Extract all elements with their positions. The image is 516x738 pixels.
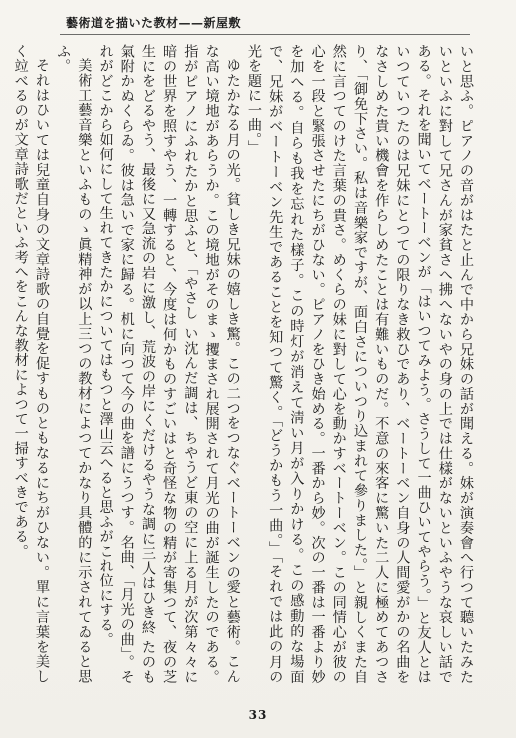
paragraph: ゆたかなる月の光。貧しき兄妹の嬉しき驚。この二つをつなぐベートーベンの愛と藝術。こんな高い境地があらうか。この境地がそのまゝ攫まされ展開されて月光の曲が誕生したのである。指がピアノにふれたかと思ふと、「やさし い沈んだ調は、ちやうど東の空に上る月が次第々々に暗の世界を照すやう、一轉すると、今度は何かものすごいはと奇怪な物の精が寄集つて、夜の芝生にをどるやう、最後に又急流の岩に激し、荒波の岸にくだけるやうな調に三人はひき終 たのも氣附かぬくらゐ。彼は急いで家に歸る。机に向つて今の曲を譜にうつす。名曲、「月光の曲」。それがどこから如何にして生れてきたかについてはもつと澤山云へると思ふがこれ位にする。: [97, 44, 241, 684]
paragraph: それはひいては兒童自身の文章詩歌の自覺を促すものともなるにちがひない。單に言葉を美しく竝べるのが文章詩歌だといふ考へをこんな教材によつて一掃すべきである。: [12, 44, 50, 684]
header-rule: [60, 34, 470, 35]
page-number: 33: [248, 708, 268, 722]
body-text: [12, 44, 476, 684]
paragraph: 美術工藝音樂といふものゝ眞精神が以上三つの教材によつてかなり具體的に示されてゐると思ふ。: [55, 44, 93, 684]
paragraph: いと思ふ。ピアノの音がはたと止んで中から兄妹の話が聞える。妹が演奏會へ行つて聽いたみたいといふに對して兄さんが家貧さへ拂へないやの身の上では仕樣がないといふやうな哀しい話である。それを聞いてベートーベンが「はいつてみよう。さうして一曲ひいてやらう。」と友人とはいつていつたのは兄妹にとつての限りなき救ひであり、ベートーベン自身の人間愛がかの名曲をなさしめた貴い機會を作らしめたことは有難いものだ。不意の來客に驚いた二人に極めてあつさり、「御免下さい。私は音樂家ですが、面白さについつり込まれて參りました。」と親しくまた自然に言つてのけた言葉の貴さ。めくらの妹に對して心を動かすベートーベン。この同情心が彼の心を一段と緊張させたにちがひない。ピアノをひき始める。一番から妙。次の一番は一番より妙を加へる。自らも我を忘れた樣子。この時灯が消えて淸い月が入りかける。この感動的な場面で、兄妹がベートーベン先生であることを知つて驚く。「どうかもう一曲。」「それでは此の月の光を題に一曲。」: [245, 44, 474, 684]
running-header: 藝術道を描いた教材——新屋敷: [66, 16, 242, 30]
